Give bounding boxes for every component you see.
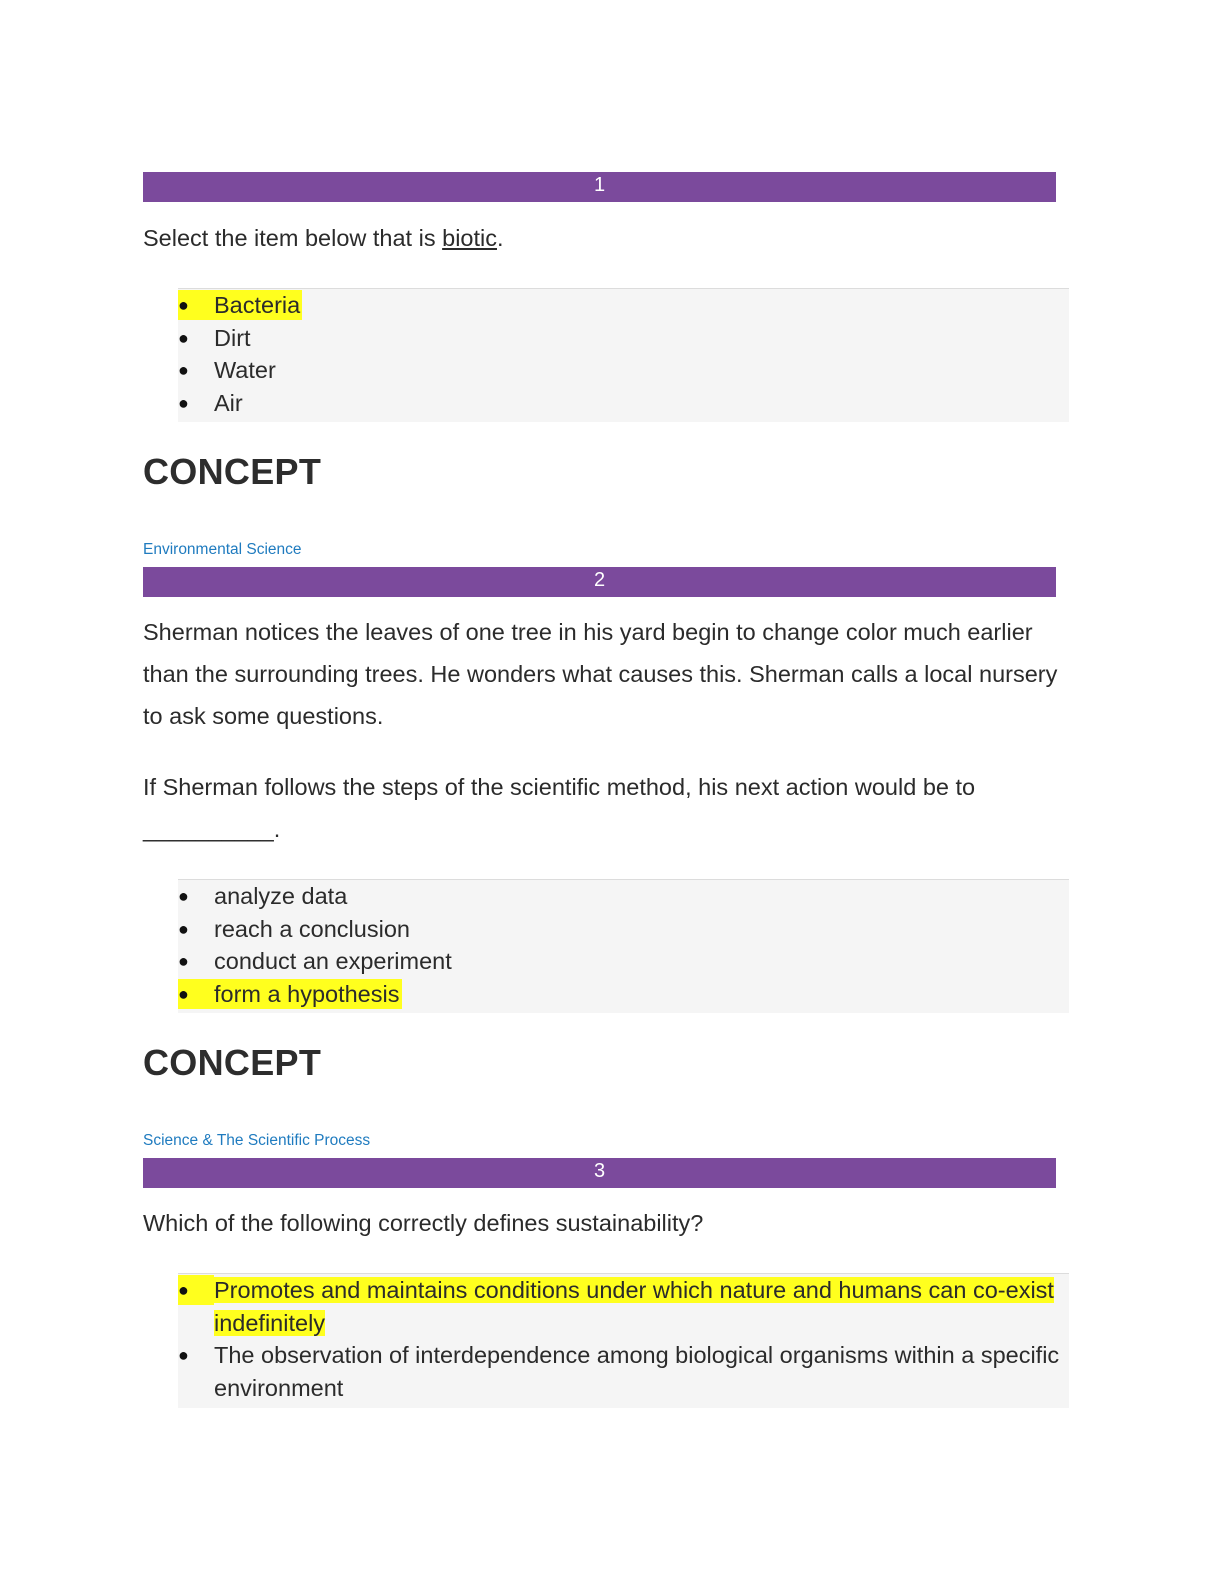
- concept-topic-link[interactable]: Environmental Science: [143, 541, 302, 558]
- question-paragraph: If Sherman follows the steps of the scientific method, his next action would be to __________.: [143, 774, 976, 842]
- answer-options-list: [178, 1273, 1069, 1408]
- answer-option-label: Promotes and maintains conditions under which nature and humans can co-exist indefinitely: [214, 1277, 1054, 1336]
- concept-heading: CONCEPT: [143, 451, 322, 492]
- answer-option-label: Dirt: [214, 324, 251, 351]
- answer-option[interactable]: [178, 1339, 1069, 1404]
- answer-option-label: conduct an experiment: [214, 948, 452, 975]
- bullet-icon: ●: [178, 295, 189, 315]
- question-prompt: Which of the following correctly defines sustainability?: [143, 1210, 704, 1236]
- bullet-icon: ●: [178, 1345, 189, 1366]
- bullet-icon: ●: [178, 951, 189, 972]
- answer-option-label: Bacteria: [214, 292, 301, 318]
- bullet-icon: ●: [178, 984, 189, 1005]
- question-number: 3: [593, 1160, 606, 1182]
- answer-option[interactable]: [178, 322, 1069, 355]
- answer-option-label: Air: [214, 390, 243, 417]
- concept-topic-link[interactable]: Science & The Scientific Process: [143, 1132, 371, 1149]
- question-number: 2: [593, 569, 606, 591]
- concept-heading: CONCEPT: [143, 1042, 322, 1083]
- answer-option[interactable]: [178, 1274, 1069, 1339]
- question-paragraph: Sherman notices the leaves of one tree in his yard begin to change color much earlier than the surrounding trees. He wonders what causes this. Sherman calls a local nursery to ask some questions.: [143, 619, 1058, 729]
- bullet-icon: ●: [178, 360, 189, 381]
- answer-option-label: reach a conclusion: [214, 915, 410, 942]
- bullet-icon: ●: [178, 886, 189, 906]
- answer-option[interactable]: [178, 978, 1069, 1011]
- bullet-icon: ●: [178, 1280, 189, 1300]
- answer-option-label: Water: [214, 357, 276, 384]
- answer-option-label: analyze data: [214, 883, 348, 909]
- answer-options-list: [178, 879, 1069, 1013]
- answer-option[interactable]: [178, 354, 1069, 387]
- answer-option-label: The observation of interdependence among biological organisms within a specific environment: [214, 1342, 1060, 1402]
- question-number-bar: [143, 1158, 1056, 1188]
- bullet-icon: ●: [178, 918, 189, 939]
- answer-option-label: form a hypothesis: [214, 981, 400, 1008]
- answer-option[interactable]: [178, 880, 1069, 913]
- prompt-text-end: .: [497, 225, 504, 251]
- answer-option[interactable]: [178, 289, 1069, 322]
- answer-option[interactable]: [178, 387, 1069, 420]
- question-number-bar: [143, 172, 1056, 202]
- answer-option[interactable]: [178, 913, 1069, 946]
- answer-options-list: [178, 288, 1069, 422]
- prompt-text: Select the item below that is: [143, 225, 443, 251]
- question-number-bar: [143, 567, 1056, 597]
- question-prompt: [143, 217, 1083, 259]
- answer-option[interactable]: [178, 945, 1069, 978]
- prompt-underlined-term: biotic: [442, 225, 497, 251]
- bullet-icon: ●: [178, 327, 189, 348]
- question-number: 1: [593, 174, 606, 196]
- bullet-icon: ●: [178, 393, 189, 414]
